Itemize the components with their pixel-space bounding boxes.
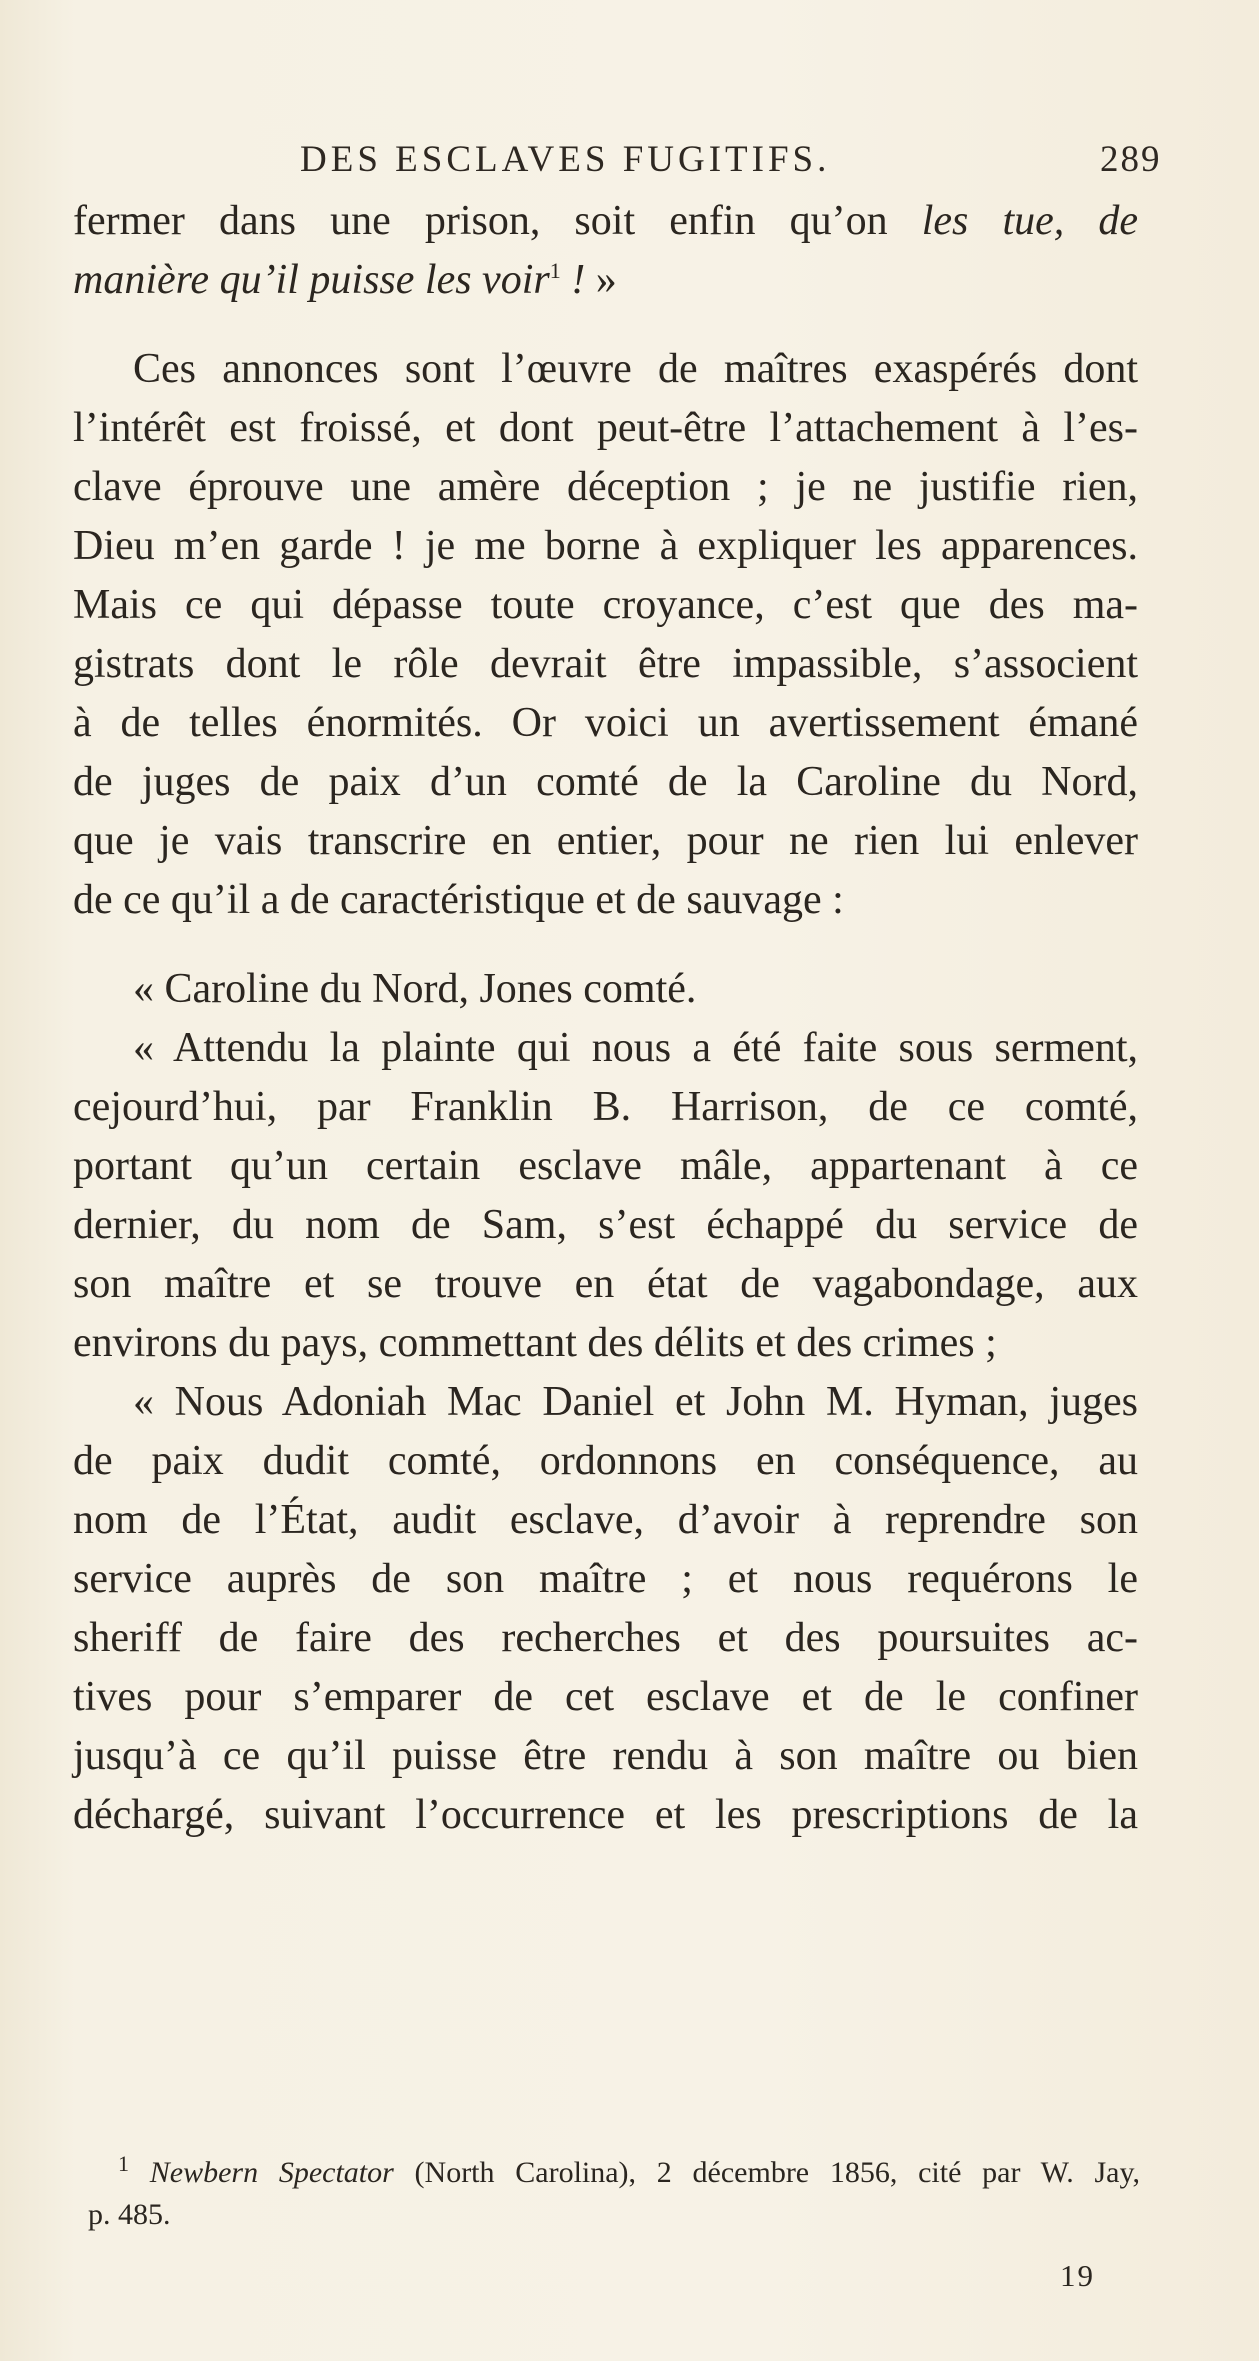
text-line: clave éprouve une amère déception ; je ne justifie rien, (73, 464, 1138, 510)
text-line: Mais ce qui dépasse toute croyance, c’est que des ma- (73, 582, 1138, 628)
text-line: « Caroline du Nord, Jones comté. (133, 966, 697, 1012)
text-line: nom de l’État, audit esclave, d’avoir à reprendre son (73, 1497, 1138, 1543)
text-line: cejourd’hui, par Franklin B. Harrison, de ce comté, (73, 1084, 1138, 1130)
text-line: son maître et se trouve en état de vagabondage, aux (73, 1261, 1138, 1307)
footnote-line: p. 485. (88, 2198, 171, 2231)
text-line: Ces annonces sont l’œuvre de maîtres exaspérés dont (133, 346, 1138, 392)
text-line: à de telles énormités. Or voici un avertissement émané (73, 700, 1138, 746)
body-text (73, 192, 1138, 1845)
text-line: de juges de paix d’un comté de la Caroline du Nord, (73, 759, 1138, 805)
text-line: de ce qu’il a de caractéristique et de sauvage : (73, 877, 844, 923)
text-line: l’intérêt est froissé, et dont peut-être l’attachement à l’es- (73, 405, 1138, 451)
text-line: sheriff de faire des recherches et des poursuites ac- (73, 1615, 1138, 1661)
text-line: fermer dans une prison, soit enfin qu’on les tue, de (73, 198, 1138, 244)
text-line: déchargé, suivant l’occurrence et les prescriptions de la (73, 1792, 1138, 1838)
text-line: « Nous Adoniah Mac Daniel et John M. Hyman, juges (133, 1379, 1138, 1425)
text-line: « Attendu la plainte qui nous a été faite sous serment, (133, 1025, 1138, 1071)
signature-mark: 19 (1060, 2258, 1095, 2293)
text-line: manière qu’il puisse les voir$^1$ ! » (73, 257, 617, 303)
text-line: environs du pays, commettant des délits et des crimes ; (73, 1320, 997, 1366)
text-line: service auprès de son maître ; et nous requérons le (73, 1556, 1138, 1602)
text-line: Dieu m’en garde ! je me borne à expliquer les apparences. (73, 523, 1138, 569)
text-line: dernier, du nom de Sam, s’est échappé du service de (73, 1202, 1138, 1248)
footnote-ref: 1 (549, 258, 561, 283)
text-line: tives pour s’emparer de cet esclave et de le confiner (73, 1674, 1138, 1720)
text-line: de paix dudit comté, ordonnons en conséquence, au (73, 1438, 1138, 1484)
text-line: que je vais transcrire en entier, pour ne rien lui enlever (73, 818, 1138, 864)
footnote-line: $^1$ Newbern Spectator (North Carolina), 2 décembre 1856, cité par W. Jay, (118, 2151, 1140, 2189)
text-line: jusqu’à ce qu’il puisse être rendu à son maître ou bien (73, 1733, 1138, 1779)
page-number: 289 (1100, 139, 1162, 180)
text-line: portant qu’un certain esclave mâle, appartenant à ce (73, 1143, 1138, 1189)
text-line: gistrats dont le rôle devrait être impassible, s’associent (73, 641, 1138, 687)
footnote (88, 2152, 1140, 2236)
running-title: DES ESCLAVES FUGITIFS. (300, 139, 831, 180)
